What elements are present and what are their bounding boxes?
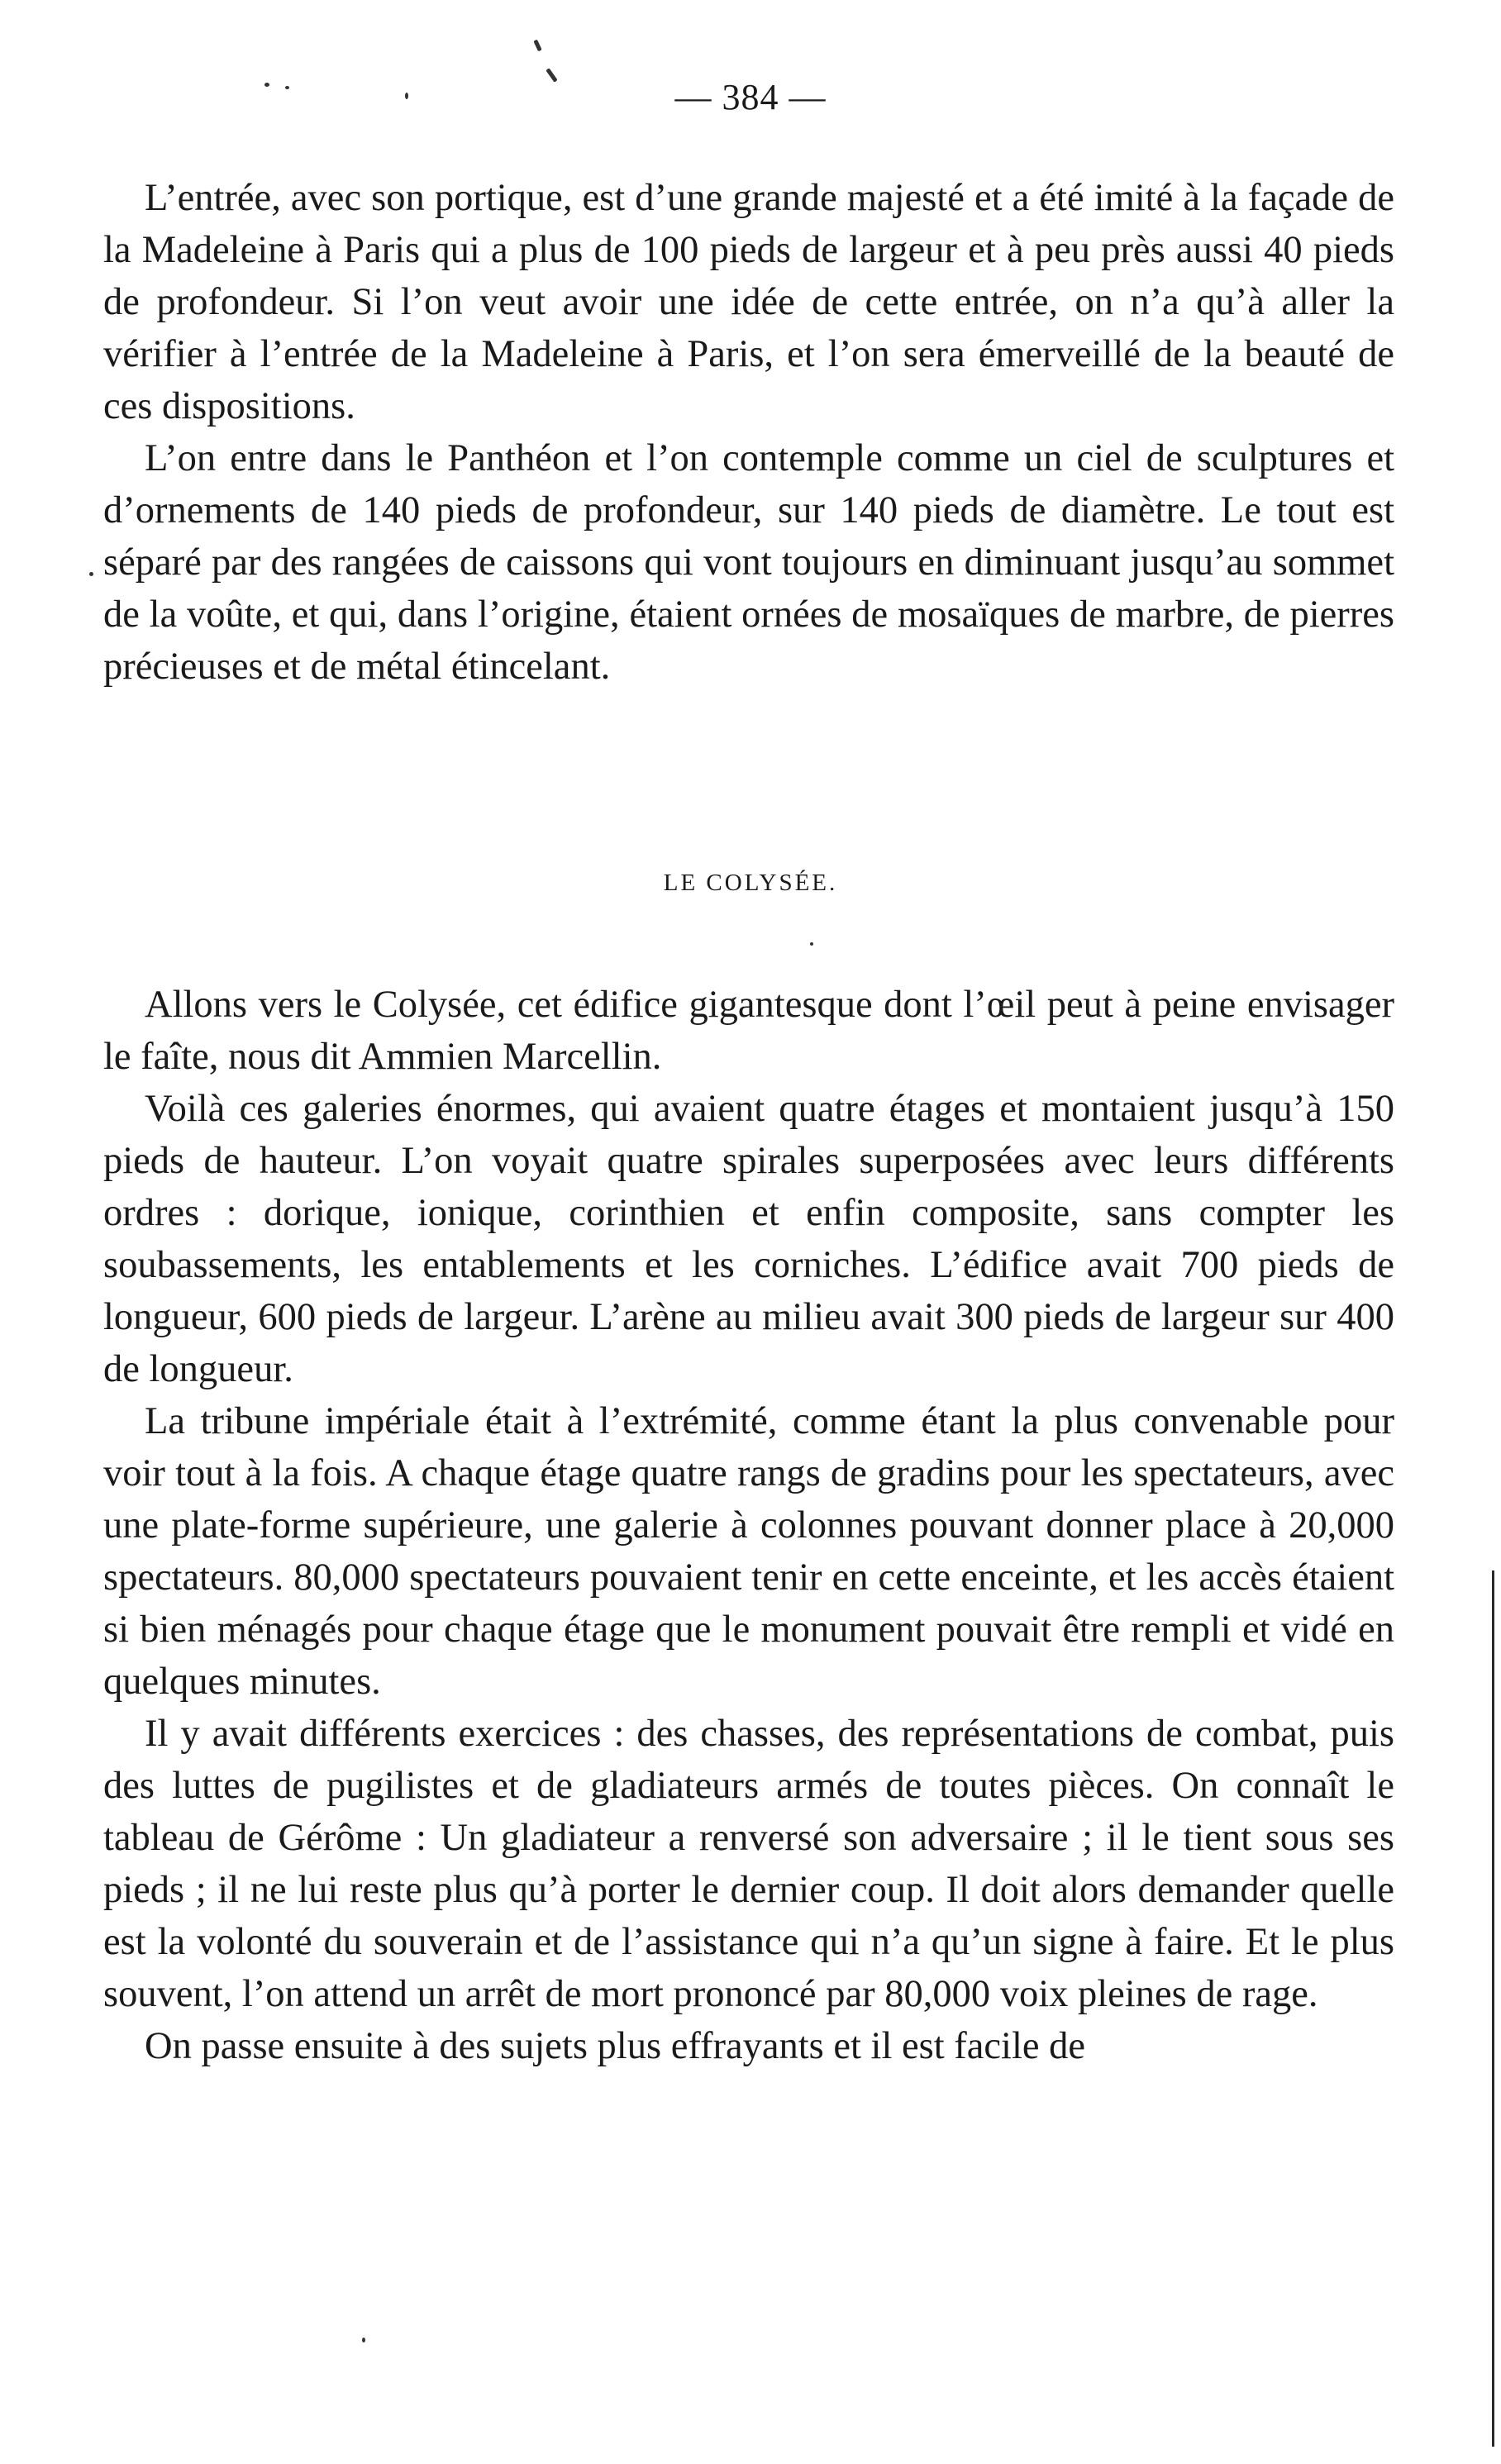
scan-speck bbox=[89, 572, 93, 576]
paragraph: Voilà ces galeries énormes, qui avaient quatre étages et montaient jusqu’à 150 pieds de hauteur. L’on voyait quatre spirales superposées avec leurs différents ordres : dorique, ionique, corinthien et enfin composite, sans compter les soubassements, les entablements et les corniches. L’édifice avait 700 pieds de longueur, 600 pieds de largeur. L’arène au milieu avait 300 pieds de largeur sur 400 de longueur. bbox=[103, 1088, 1394, 1390]
page-number: — 384 — bbox=[674, 77, 827, 117]
scan-speck bbox=[362, 2338, 365, 2342]
page-edge-shadow bbox=[1492, 1570, 1494, 2447]
text-after-heading bbox=[103, 979, 1394, 2072]
paragraph: L’entrée, avec son portique, est d’une grande majesté et a été imité à la façade de la Madeleine à Paris qui a plus de 100 pieds de largeur et à peu près aussi 40 pieds de profondeur. Si l’on veut avoir une idée de cette entrée, on n’a qu’à aller la vérifier à l’entrée de la Madeleine à Paris, et l’on sera émerveillé de la beauté de ces dispositions. bbox=[103, 177, 1394, 427]
scan-speck bbox=[810, 942, 813, 946]
section-heading: LE COLYSÉE. bbox=[663, 870, 838, 896]
scan-speck bbox=[533, 40, 541, 52]
paragraph: On passe ensuite à des sujets plus effrayants et il est facile de bbox=[145, 2025, 1086, 2067]
paragraph: Il y avait différents exercices : des chasses, des représentations de combat, puis des luttes de pugilistes et de gladiateurs armés de toutes pièces. On connaît le tableau de Gérôme : Un gladiateur a renversé son adversaire ; il le tient sous ses pieds ; il ne lui reste plus qu’à porter le dernier coup. Il doit alors demander quelle est la volonté du souverain et de l’assistance qui n’a qu’un signe à faire. Et le plus souvent, l’on attend un arrêt de mort prononcé par 80,000 voix pleines de rage. bbox=[103, 1713, 1394, 2015]
paragraph: La tribune impériale était à l’extrémité, comme étant la plus convenable pour voir tout à la fois. A chaque étage quatre rangs de gradins pour les spectateurs, avec une plate-forme supérieure, une galerie à colonnes pouvant donner place à 20,000 spectateurs. 80,000 spectateurs pouvaient tenir en cette enceinte, et les accès étaient si bien ménagés pour chaque étage que le monument pouvait être rempli et vidé en quelques minutes. bbox=[103, 1400, 1394, 1703]
paragraph: Allons vers le Colysée, cet édifice gigantesque dont l’œil peut à peine envisager le faîte, nous dit Ammien Marcellin. bbox=[103, 984, 1394, 1078]
paragraph: L’on entre dans le Panthéon et l’on contemple comme un ciel de sculptures et d’ornements de 140 pieds de profondeur, sur 140 pieds de diamètre. Le tout est séparé par des rangées de caissons qui vont toujours en diminuant jusqu’au sommet de la voûte, et qui, dans l’origine, étaient ornées de mosaïques de marbre, de pierres précieuses et de métal étincelant. bbox=[103, 437, 1394, 688]
text-before-heading bbox=[103, 172, 1394, 693]
